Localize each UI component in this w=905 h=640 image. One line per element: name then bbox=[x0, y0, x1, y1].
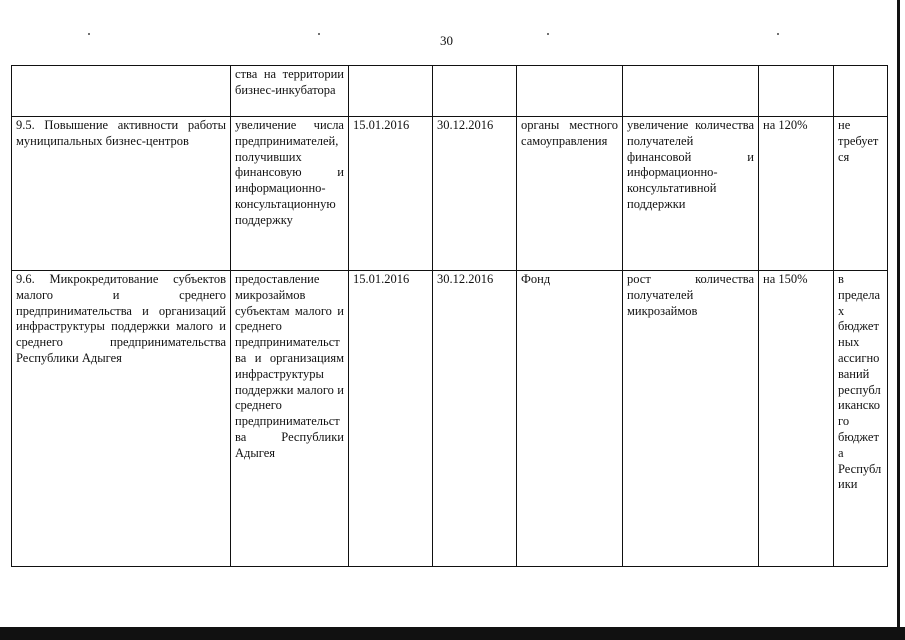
cell-name bbox=[12, 66, 231, 117]
cell-executor: Фонд bbox=[517, 271, 623, 567]
scan-speck bbox=[88, 33, 90, 35]
cell-result: предоставление микрозаймов субъектам малого и среднего предпринимательства и организациям инфраструктуры поддержки малого и среднего предпринимательства Республики Адыгея bbox=[231, 271, 349, 567]
cell-end: 30.12.2016 bbox=[433, 271, 517, 567]
table-row bbox=[12, 66, 888, 117]
scan-border-right bbox=[897, 0, 900, 640]
scan-speck bbox=[547, 33, 549, 35]
cell-start bbox=[349, 66, 433, 117]
cell-indicator: рост количества получателей микрозаймов bbox=[623, 271, 759, 567]
cell-start: 15.01.2016 bbox=[349, 271, 433, 567]
cell-executor bbox=[517, 66, 623, 117]
page-number: 30 bbox=[440, 33, 453, 48]
cell-funding: в пределах бюджетных ассигнований республиканского бюджета Республики bbox=[834, 271, 888, 567]
table-row bbox=[12, 271, 888, 567]
cell-indicator bbox=[623, 66, 759, 117]
scan-border-bottom bbox=[0, 627, 905, 640]
cell-value bbox=[759, 66, 834, 117]
cell-executor: органы местного самоуправления bbox=[517, 117, 623, 271]
scan-speck bbox=[777, 33, 779, 35]
cell-end: 30.12.2016 bbox=[433, 117, 517, 271]
cell-indicator: увеличение количества получателей финансовой и информационно-консультативной поддержки bbox=[623, 117, 759, 271]
cell-funding bbox=[834, 66, 888, 117]
scan-speck bbox=[318, 33, 320, 35]
cell-result: увеличение числа предпринимателей, получивших финансовую и информационно-консультационную поддержку bbox=[231, 117, 349, 271]
cell-result: ства на территории бизнес-инкубатора bbox=[231, 66, 349, 117]
cell-funding: не требуется bbox=[834, 117, 888, 271]
table-row bbox=[12, 117, 888, 271]
cell-end bbox=[433, 66, 517, 117]
plan-table bbox=[11, 65, 888, 567]
cell-value: на 120% bbox=[759, 117, 834, 271]
cell-name: 9.5. Повышение активности работы муниципальных бизнес-центров bbox=[12, 117, 231, 271]
cell-value: на 150% bbox=[759, 271, 834, 567]
cell-start: 15.01.2016 bbox=[349, 117, 433, 271]
cell-name: 9.6. Микрокредитование субъектов малого и среднего предпринимательства и организаций инфраструктуры поддержки малого и среднего предпринимательства Республики Адыгея bbox=[12, 271, 231, 567]
